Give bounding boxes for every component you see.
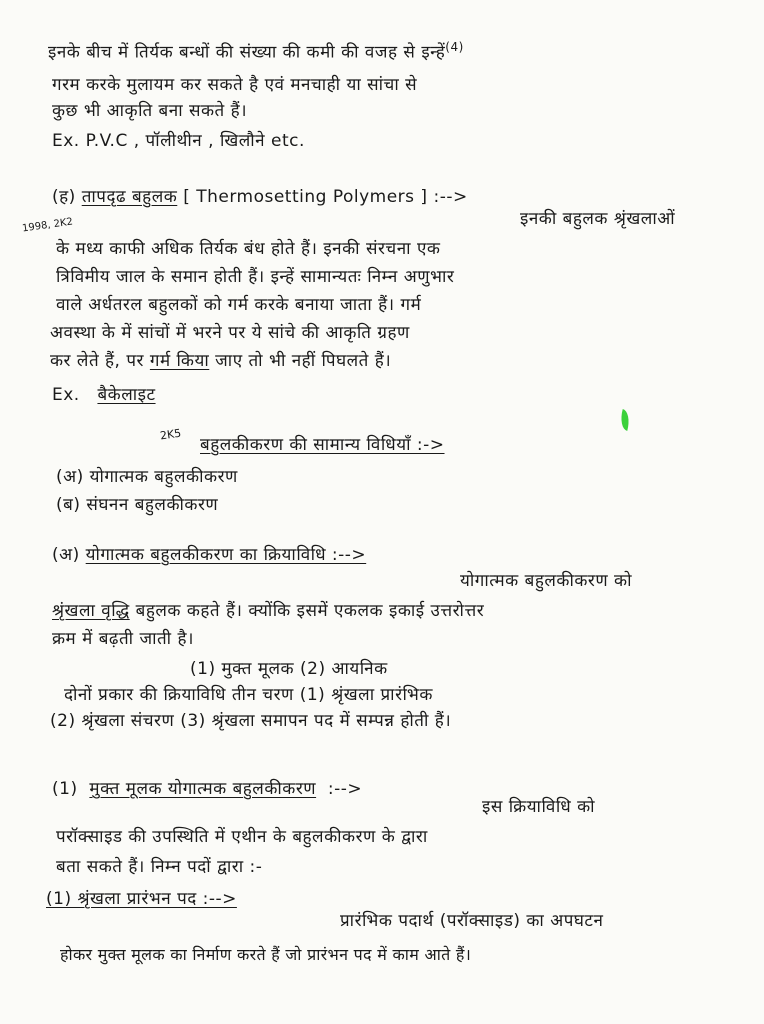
mechanism-types: (1) मुक्त मूलक (2) आयनिक: [190, 659, 388, 679]
s2-line1: इनकी बहुलक श्रृंखलाओं: [520, 209, 676, 229]
s4-line4: दोनों प्रकार की क्रियाविधि तीन चरण (1) श्रृंखला प्रारंभिक: [64, 685, 433, 705]
free-radical-heading: (1) मुक्त मूलक योगात्मक बहुलकीकरण :-->: [52, 779, 363, 799]
p1-line1: इनके बीच में तिर्यक बन्धों की संख्या की कमी की वजह से इन्हें$^{(4)}$: [48, 40, 464, 63]
thermosetting-heading: (ह) तापदृढ बहुलक [ Thermosetting Polymers ] :-->: [52, 187, 468, 207]
underlined-phrase: गर्म किया: [149, 351, 210, 371]
method-item-addition: (अ) योगात्मक बहुलकीकरण: [56, 467, 238, 487]
p1-example: Ex. P.V.C , पॉलीथीन , खिलौने etc.: [52, 131, 305, 151]
s5-line4: प्रारंभिक पदार्थ (परॉक्साइड) का अपघटन: [340, 911, 604, 931]
s4-line1: योगात्मक बहुलकीकरण को: [460, 571, 633, 591]
s5-line2: परॉक्साइड की उपस्थिति में एथीन के बहुलकीकरण के द्वारा: [56, 827, 428, 847]
method-item-condensation: (ब) संघनन बहुलकीकरण: [56, 495, 219, 515]
s2-line2: के मध्य काफी अधिक तिर्यक बंध होते हैं। इनकी संरचना एक: [56, 239, 441, 259]
bakelite-example: बैकेलाइट: [97, 385, 156, 405]
p1-line3: कुछ भी आकृति बना सकते हैं।: [52, 101, 248, 121]
chain-growth-term: श्रृंखला वृद्धि: [52, 601, 130, 621]
year-margin-note: 1998, 2K2: [21, 216, 74, 235]
methods-heading: बहुलकीकरण की सामान्य विधियाँ :->: [200, 435, 445, 455]
s2-line6: कर लेते हैं, पर गर्म किया जाए तो भी नहीं पिघलते हैं।: [50, 351, 392, 371]
green-leaf-mark: [618, 409, 633, 431]
thermosetting-heading-english: [ Thermosetting Polymers ] :-->: [183, 187, 468, 207]
s2-line3: त्रिविमीय जाल के समान होती हैं। इन्हें सामान्यतः निम्न अणुभार: [56, 267, 455, 287]
s4-line5: (2) श्रृंखला संचरण (3) श्रृंखला समापन पद में सम्पन्न होती हैं।: [50, 711, 452, 731]
s2-example: Ex. बैकेलाइट: [52, 385, 156, 405]
s4-line3: क्रम में बढ़ती जाती है।: [52, 629, 194, 649]
year-mark-2k5: 2K5: [159, 426, 183, 443]
thermosetting-heading-hindi: तापदृढ बहुलक: [81, 187, 178, 207]
s4-line2: श्रृंखला वृद्धि बहुलक कहते हैं। क्योंकि इसमें एकलक इकाई उत्तरोत्तर: [52, 601, 485, 621]
s2-line4: वाले अर्धतरल बहुलकों को गर्म करके बनाया जाता हैं। गर्म: [56, 295, 422, 315]
reference-mark: (4): [445, 40, 464, 54]
chain-initiation-heading: (1) श्रृंखला प्रारंभन पद :-->: [46, 889, 237, 909]
addition-mechanism-heading: (अ) योगात्मक बहुलकीकरण का क्रियाविधि :-->: [52, 545, 367, 565]
s5-line1: इस क्रियाविधि को: [482, 797, 596, 817]
s5-line3: बता सकते हैं। निम्न पदों द्वारा :-: [56, 857, 263, 877]
s2-line5: अवस्था के में सांचों में भरने पर ये सांचे की आकृति ग्रहण: [50, 323, 410, 343]
s5-line5: होकर मुक्त मूलक का निर्माण करते हैं जो प्रारंभन पद में काम आते हैं।: [60, 945, 472, 964]
p1-line2: गरम करके मुलायम कर सकते है एवं मनचाही या सांचा से: [52, 75, 418, 95]
